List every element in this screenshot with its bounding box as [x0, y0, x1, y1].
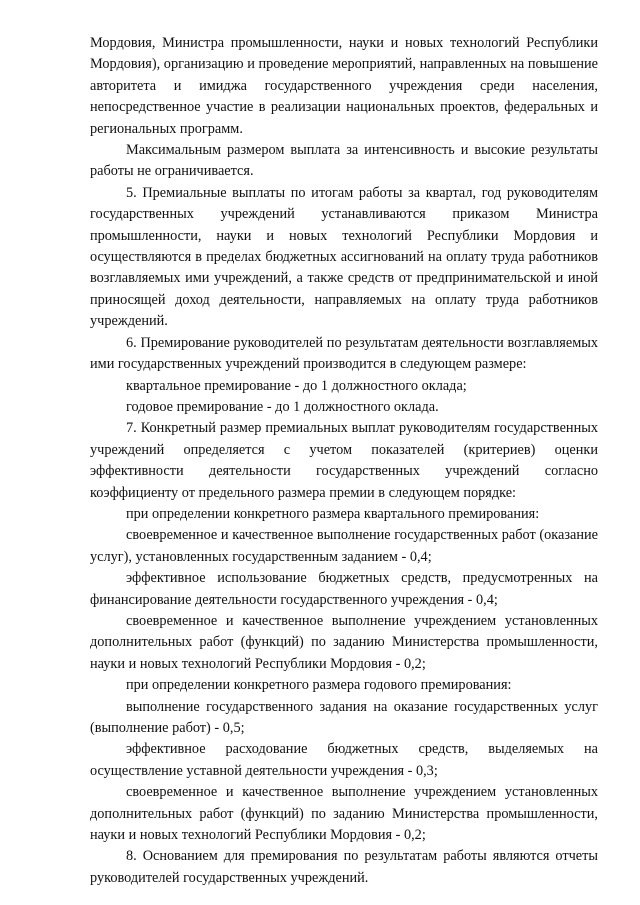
paragraph-annual-criterion-3: своевременное и качественное выполнение учреждением установленных дополнительных работ (функций) по заданию Министерства промышленности, науки и новых технологий Республики Мордовия - 0,2;	[90, 784, 598, 844]
document-page	[90, 33, 598, 889]
paragraph-item-7: 7. Конкретный размер премиальных выплат руководителям государственных учреждений определяется с учетом показателей (критериев) оценки эффективности деятельности государственных учреждений согласно коэффициенту от предельного размера премии в следующем порядке:	[90, 420, 598, 501]
paragraph-continuation: Мордовия, Министра промышленности, науки и новых технологий Республики Мордовия), организацию и проведение мероприятий, направленных на повышение авторитета и имиджа государственного учреждения среди населения, непосредственное участие в реализации национальных проектов, федеральных и региональных программ.	[90, 35, 598, 137]
list-item-annual-bonus: годовое премирование - до 1 должностного оклада.	[126, 398, 439, 415]
paragraph-quarterly-criterion-1: своевременное и качественное выполнение государственных работ (оказание услуг), установленных государственным заданием - 0,4;	[90, 527, 598, 565]
paragraph-quarterly-criterion-2: эффективное использование бюджетных средств, предусмотренных на финансирование деятельности государственного учреждения - 0,4;	[90, 570, 598, 608]
list-item-quarterly-bonus: квартальное премирование - до 1 должностного оклада;	[126, 377, 467, 394]
paragraph-quarterly-criteria-intro: при определении конкретного размера квартального премирования:	[126, 505, 540, 522]
paragraph-item-8: 8. Основанием для премирования по результатам работы являются отчеты руководителей государственных учреждений.	[90, 848, 598, 886]
paragraph-item-6: 6. Премирование руководителей по результатам деятельности возглавляемых ими государственных учреждений производится в следующем размере:	[90, 334, 598, 373]
paragraph-annual-criterion-2: эффективное расходование бюджетных средств, выделяемых на осуществление уставной деятельности учреждения - 0,3;	[90, 741, 598, 779]
paragraph-item-5: 5. Премиальные выплаты по итогам работы за квартал, год руководителям государственных учреждений устанавливаются приказом Министра промышленности, науки и новых технологий Республики Мордовия и осуществляются в пределах бюджетных ассигнований на оплату труда работников возглавляемых ими учреждений, а также средств от предпринимательской и иной приносящей доход деятельности, направляемых на оплату труда работников учреждений.	[90, 184, 598, 330]
paragraph-annual-criteria-intro: при определении конкретного размера годового премирования:	[126, 677, 512, 694]
paragraph-quarterly-criterion-3: своевременное и качественное выполнение учреждением установленных дополнительных работ (функций) по заданию Министерства промышленности, науки и новых технологий Республики Мордовия - 0,2;	[90, 612, 598, 672]
paragraph-max-payment: Максимальным размером выплата за интенсивность и высокие результаты работы не ограничивается.	[90, 142, 598, 180]
paragraph-annual-criterion-1: выполнение государственного задания на оказание государственных услуг (выполнение работ) - 0,5;	[90, 698, 598, 736]
